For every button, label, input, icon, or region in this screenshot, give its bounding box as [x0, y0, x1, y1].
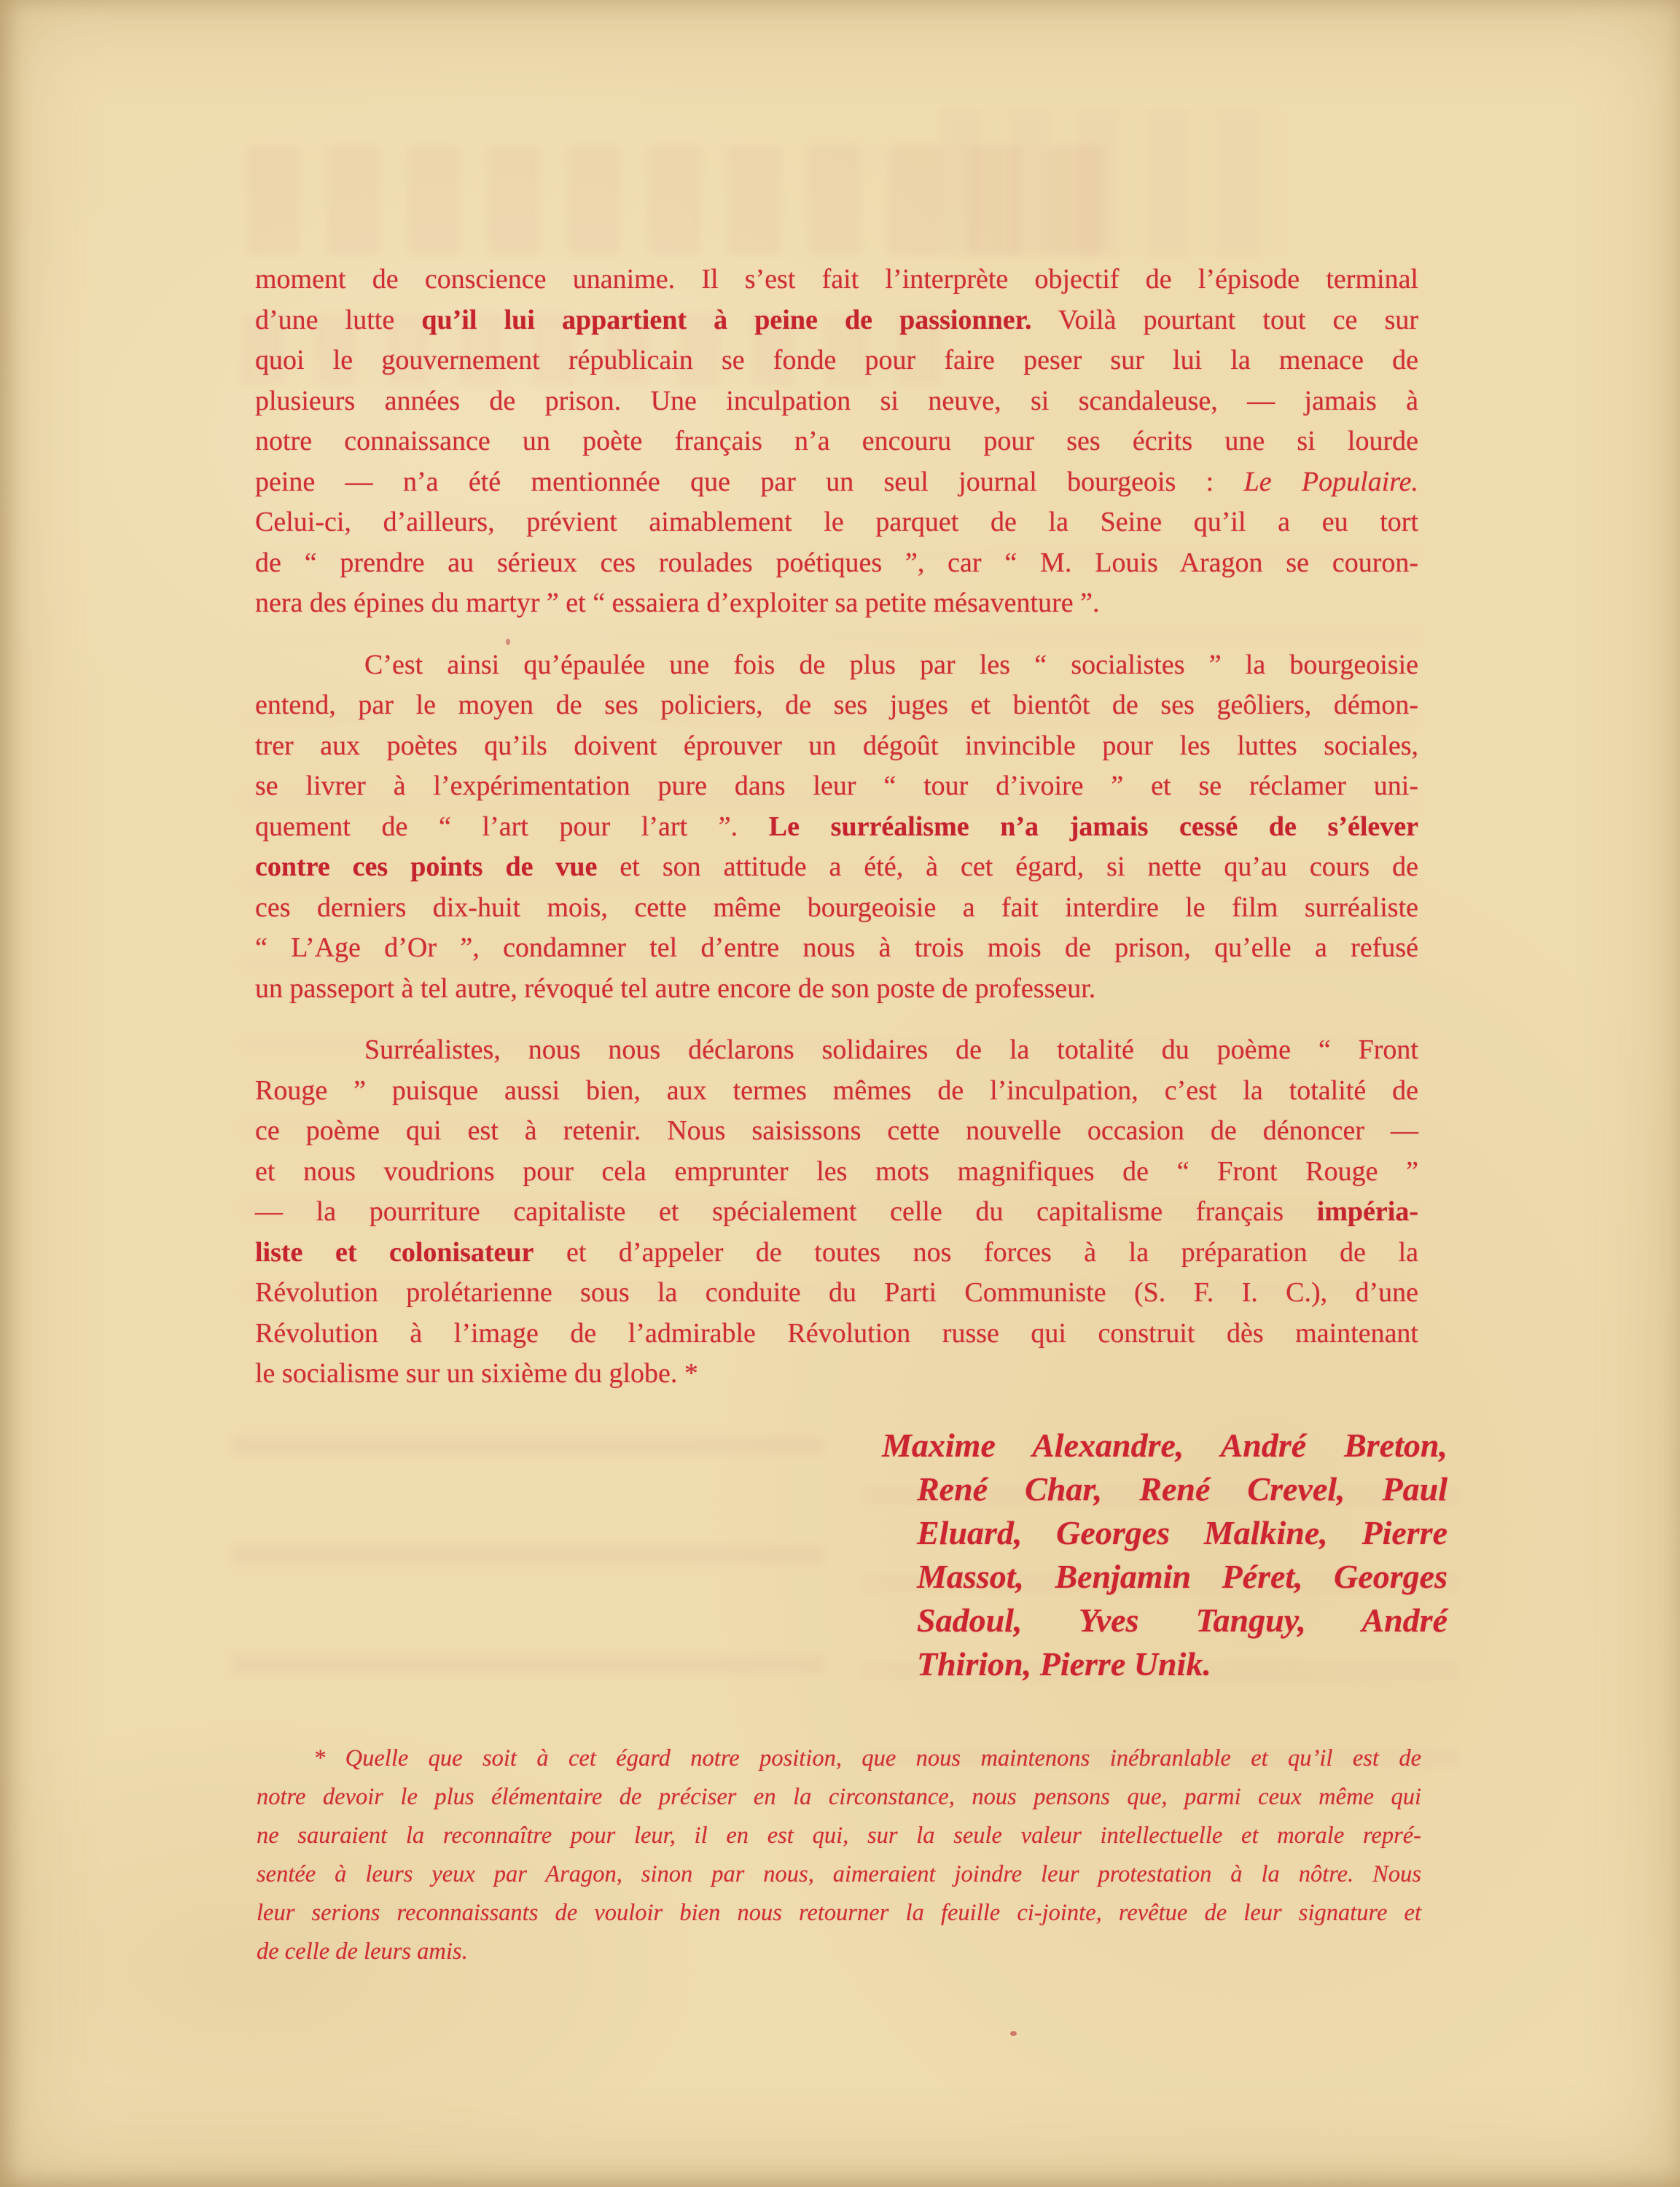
- bold-text-run: liste et colonisateur: [255, 1236, 534, 1268]
- body-text: [255, 260, 1418, 1395]
- text-run: “ L’Age d’Or ”, condamner tel d’entre nous à trois mois de prison, qu’elle a refusé: [255, 932, 1418, 963]
- bleedthrough-smudge: [233, 1436, 824, 1713]
- text-run: et d’appeler de toutes nos forces à la préparation de la: [534, 1236, 1418, 1268]
- text-line: [255, 928, 1418, 969]
- text-line: [255, 1273, 1418, 1314]
- text-run: Celui-ci, d’ailleurs, prévient aimablement le parquet de la Seine qu’il a eu tort: [255, 507, 1418, 537]
- text-line: [255, 340, 1418, 381]
- text-run: entend, par le moyen de ses policiers, de ses juges et bientôt de ses geôliers, démon-: [255, 690, 1418, 720]
- text-run: ne sauraient la reconnaître pour leur, il en est qui, sur la seule valeur intellectuelle et morale repré-: [257, 1822, 1421, 1849]
- text-line: [255, 1111, 1418, 1152]
- paragraph: [255, 1030, 1418, 1395]
- signature-line: [917, 1599, 1447, 1642]
- bold-text-run: contre ces points de vue: [255, 851, 598, 882]
- text-run: * Quelle que soit à cet égard notre position, que nous maintenons inébranlable et qu’il est de: [313, 1745, 1421, 1771]
- text-line: [255, 1071, 1418, 1112]
- text-run: Révolution prolétarienne sous la conduite du Parti Communiste (S. F. I. C.), d’une: [255, 1277, 1418, 1308]
- footnote-line: [257, 1933, 1421, 1971]
- signature-line: [917, 1511, 1447, 1555]
- text-line: [255, 645, 1418, 686]
- text-line: [255, 685, 1418, 726]
- bleedthrough-smudge: [940, 109, 1283, 255]
- text-line: [255, 300, 1418, 341]
- text-run: René Char, René Crevel, Paul: [917, 1470, 1447, 1508]
- text-run: ces derniers dix-huit mois, cette même bourgeoisie a fait interdire le film surréaliste: [255, 892, 1418, 923]
- text-run: le socialisme sur un sixième du globe. *: [255, 1358, 698, 1389]
- text-line: [255, 807, 1418, 848]
- text-line: [255, 583, 1418, 624]
- text-run: Eluard, Georges Malkine, Pierre: [917, 1514, 1447, 1551]
- text-line: [255, 888, 1418, 929]
- footnote-line: [257, 1894, 1421, 1933]
- text-run: Voilà pourtant tout ce sur: [1031, 304, 1419, 335]
- text-run: moment de conscience unanime. Il s’est fait l’interprète objectif de l’épisode terminal: [255, 264, 1418, 295]
- footnote-line: [257, 1778, 1421, 1817]
- text-run: d’une lutte: [255, 304, 422, 335]
- text-line: [255, 726, 1418, 767]
- footnote-line: [257, 1855, 1421, 1894]
- text-line: [255, 462, 1418, 503]
- text-line: [255, 1233, 1418, 1274]
- text-run: peine — n’a été mentionnée que par un seul journal bourgeois :: [255, 466, 1244, 497]
- signature-line: [917, 1642, 1447, 1686]
- footnote-line: [257, 1817, 1421, 1855]
- text-run: plusieurs années de prison. Une inculpation si neuve, si scandaleuse, — jamais à: [255, 385, 1418, 416]
- text-line: [255, 1314, 1418, 1354]
- text-run: et son attitude a été, à cet égard, si nette qu’au cours de: [597, 851, 1418, 882]
- text-run: notre connaissance un poète français n’a encouru pour ses écrits une si lourde: [255, 426, 1418, 456]
- text-line: [255, 1192, 1418, 1233]
- signature-line: [917, 1467, 1447, 1511]
- bleedthrough-smudge: [248, 146, 1108, 255]
- footnote-line: [257, 1739, 1421, 1778]
- text-line: [255, 381, 1418, 422]
- bold-text-run: impéria-: [1316, 1196, 1418, 1227]
- text-run: de “ prendre au sérieux ces roulades poétiques ”, car “ M. Louis Aragon se couron-: [255, 547, 1418, 578]
- paragraph: [255, 260, 1418, 624]
- text-line: [255, 847, 1418, 888]
- text-line: [255, 1030, 1418, 1071]
- text-run: quement de “ l’art pour l’art ”.: [255, 811, 769, 842]
- text-run: se livrer à l’expérimentation pure dans leur “ tour d’ivoire ” et se réclamer uni-: [255, 771, 1418, 801]
- signature-line: [882, 1424, 1447, 1467]
- text-run: Maxime Alexandre, André Breton,: [882, 1427, 1447, 1464]
- text-line: [255, 543, 1418, 584]
- text-run: un passeport à tel autre, révoqué tel autre encore de son poste de professeur.: [255, 972, 1096, 1004]
- text-line: [255, 421, 1418, 462]
- text-run: Thirion, Pierre Unik.: [917, 1645, 1211, 1683]
- text-line: [255, 1152, 1418, 1193]
- text-line: [255, 1354, 1418, 1395]
- text-run: quoi le gouvernement républicain se fonde pour faire peser sur lui la menace de: [255, 345, 1418, 375]
- signature-line: [917, 1555, 1447, 1599]
- bold-text-run: Le surréalisme n’a jamais cessé de s’élever: [768, 811, 1418, 842]
- italic-text-run: Le Populaire.: [1243, 466, 1419, 497]
- footnote-block: [257, 1739, 1421, 1971]
- text-line: [255, 766, 1418, 807]
- text-run: sentée à leurs yeux par Aragon, sinon par nous, aimeraient joindre leur protestation à la nôtre. Nous: [257, 1861, 1421, 1887]
- text-run: nera des épines du martyr ” et “ essaiera d’exploiter sa petite mésaventure ”.: [255, 588, 1100, 618]
- text-line: [255, 502, 1418, 543]
- text-run: notre devoir le plus élémentaire de préciser en la circonstance, nous pensons que, parmi ceux même qui: [257, 1784, 1421, 1810]
- text-line: [255, 260, 1418, 300]
- text-run: Sadoul, Yves Tanguy, André: [917, 1602, 1447, 1639]
- text-run: Révolution à l’image de l’admirable Révolution russe qui construit dès maintenant: [255, 1317, 1418, 1349]
- text-run: Massot, Benjamin Péret, Georges: [917, 1558, 1447, 1595]
- text-run: Surréalistes, nous nous déclarons solidaires de la totalité du poème “ Front: [364, 1034, 1418, 1065]
- text-run: — la pourriture capitaliste et spécialement celle du capitalisme français: [255, 1196, 1317, 1227]
- signatures-block: [882, 1424, 1447, 1686]
- paragraph: [255, 645, 1418, 1010]
- text-run: C’est ainsi qu’épaulée une fois de plus par les “ socialistes ” la bourgeoisie: [364, 649, 1418, 680]
- text-line: [255, 969, 1418, 1010]
- text-run: et nous voudrions pour cela emprunter les mots magnifiques de “ Front Rouge ”: [255, 1155, 1418, 1187]
- text-run: trer aux poètes qu’ils doivent éprouver un dégoût invincible pour les luttes sociales,: [255, 730, 1418, 761]
- bold-text-run: qu’il lui appartient à peine de passionner.: [421, 304, 1032, 335]
- text-run: Rouge ” puisque aussi bien, aux termes mêmes de l’inculpation, c’est la totalité de: [255, 1075, 1418, 1106]
- text-run: de celle de leurs amis.: [257, 1938, 468, 1965]
- paper-speck: [1010, 2031, 1017, 2036]
- text-run: ce poème qui est à retenir. Nous saisissons cette nouvelle occasion de dénoncer —: [255, 1115, 1418, 1146]
- text-run: leur serions reconnaissants de vouloir bien nous retourner la feuille ci-jointe, revêtue de leur signature et: [257, 1900, 1421, 1926]
